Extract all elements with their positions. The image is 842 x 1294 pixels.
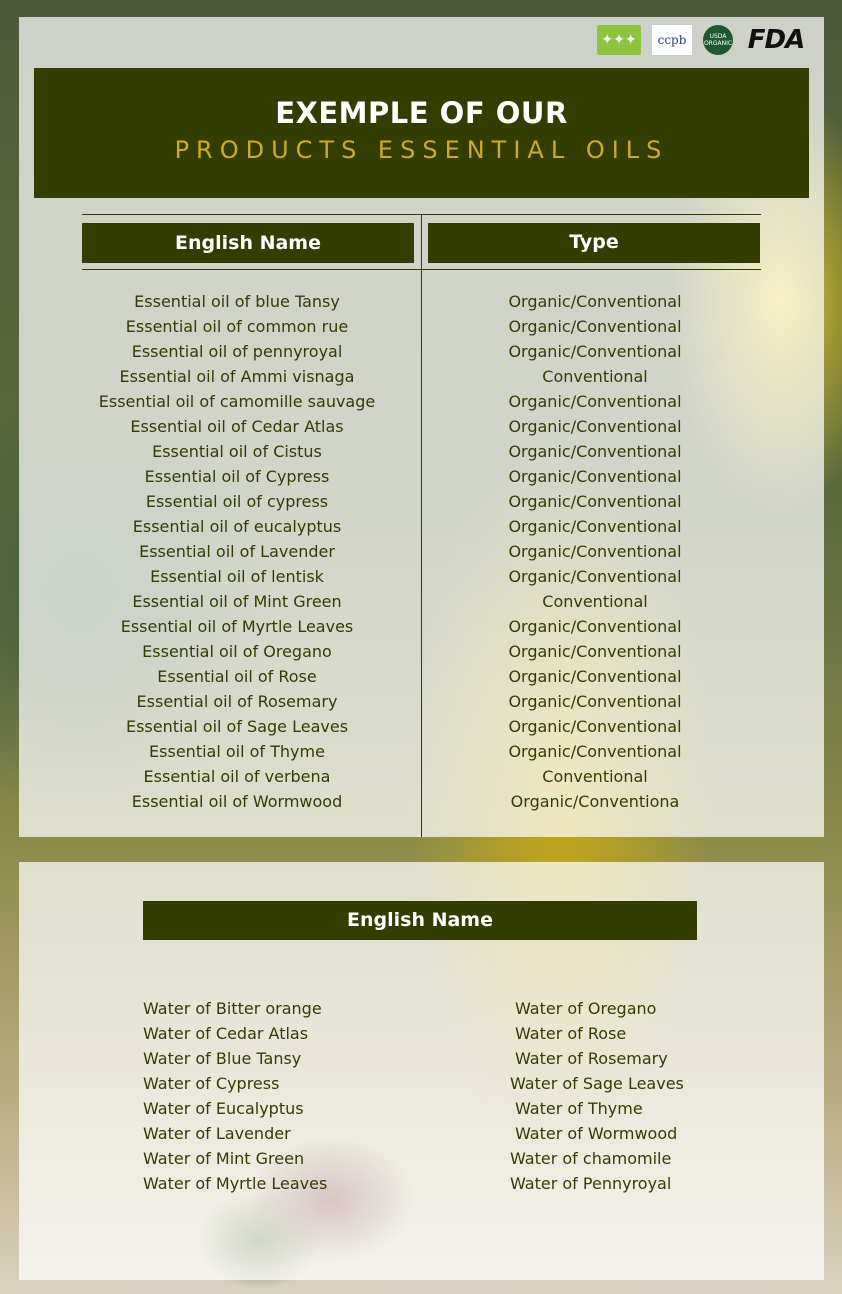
- water-list-item: Water of Mint Green: [143, 1149, 305, 1168]
- oil-type-cell: Conventional: [542, 767, 648, 786]
- oil-name-cell: Essential oil of Mint Green: [132, 592, 342, 611]
- water-list-item: Water of Sage Leaves: [510, 1074, 684, 1093]
- oil-type-cell: Organic/Conventional: [508, 467, 682, 486]
- oil-type-cell: Organic/Conventional: [508, 417, 682, 436]
- water-list-item: Water of Cedar Atlas: [143, 1024, 309, 1043]
- oil-type-cell: Organic/Conventional: [508, 667, 682, 686]
- oil-name-cell: Essential oil of Cistus: [152, 442, 322, 461]
- eu-organic-logo: ✦✦✦: [597, 25, 641, 55]
- water-list-item: Water of Cypress: [143, 1074, 280, 1093]
- oil-type-cell: Organic/Conventional: [508, 317, 682, 336]
- usda-organic-logo: USDA ORGANIC: [703, 25, 733, 55]
- water-list-item: Water of Lavender: [143, 1124, 291, 1143]
- certification-logos: [597, 24, 809, 56]
- oil-name-cell: Essential oil of lentisk: [150, 567, 324, 586]
- oil-name-column: [82, 289, 392, 814]
- oil-name-cell: Essential oil of common rue: [125, 317, 349, 336]
- table-column-divider: [421, 215, 422, 837]
- water-list-item: Water of Rosemary: [515, 1049, 668, 1068]
- water-list-item: Water of Blue Tansy: [143, 1049, 302, 1068]
- oil-type-cell: Organic/Conventional: [508, 342, 682, 361]
- title-banner: [34, 68, 809, 198]
- oil-name-cell: Essential oil of Wormwood: [131, 792, 343, 811]
- oil-type-cell: Organic/Conventional: [508, 292, 682, 311]
- oil-type-cell: Organic/Conventional: [508, 392, 682, 411]
- oil-type-cell: Conventional: [542, 592, 648, 611]
- oil-type-column: [440, 289, 750, 814]
- oil-name-cell: Essential oil of camomille sauvage: [98, 392, 376, 411]
- oil-name-cell: Essential oil of Oregano: [142, 642, 332, 661]
- page-title: EXEMPLE OF OUR: [275, 96, 568, 130]
- column-header-english-name: English Name: [82, 223, 414, 263]
- fda-logo: FDA: [747, 25, 805, 55]
- oil-type-cell: Organic/Conventional: [508, 742, 682, 761]
- water-list-right: [510, 996, 750, 1196]
- oil-name-cell: Essential oil of Cypress: [144, 467, 330, 486]
- oil-type-cell: Organic/Conventional: [508, 717, 682, 736]
- water-list-item: Water of Rose: [515, 1024, 627, 1043]
- page-subtitle: PRODUCTS ESSENTIAL OILS: [174, 136, 669, 164]
- oil-name-cell: Essential oil of Rosemary: [136, 692, 338, 711]
- oil-name-cell: Essential oil of Myrtle Leaves: [120, 617, 354, 636]
- oil-type-cell: Organic/Conventional: [508, 492, 682, 511]
- water-list-item: Water of Eucalyptus: [143, 1099, 304, 1118]
- oil-type-cell: Organic/Conventional: [508, 692, 682, 711]
- oil-type-cell: Organic/Conventional: [508, 642, 682, 661]
- oil-name-cell: Essential oil of pennyroyal: [131, 342, 343, 361]
- oil-type-cell: Organic/Conventional: [508, 442, 682, 461]
- water-list-item: Water of Wormwood: [515, 1124, 678, 1143]
- water-list-item: Water of Bitter orange: [143, 999, 322, 1018]
- water-list-item: Water of Oregano: [515, 999, 657, 1018]
- water-list-item: Water of chamomile: [510, 1149, 672, 1168]
- oil-type-cell: Organic/Conventional: [508, 542, 682, 561]
- oil-name-cell: Essential oil of cypress: [145, 492, 329, 511]
- water-list-item: Water of Pennyroyal: [510, 1174, 672, 1193]
- oil-name-cell: Essential oil of Lavender: [139, 542, 335, 561]
- oil-type-cell: Organic/Conventional: [508, 617, 682, 636]
- water-list-left: [143, 996, 423, 1196]
- oil-type-cell: Conventional: [542, 367, 648, 386]
- oil-name-cell: Essential oil of eucalyptus: [132, 517, 342, 536]
- oil-name-cell: Essential oil of verbena: [143, 767, 331, 786]
- oil-name-cell: Essential oil of blue Tansy: [134, 292, 340, 311]
- oil-type-cell: Organic/Conventional: [508, 567, 682, 586]
- oil-name-cell: Essential oil of Thyme: [149, 742, 325, 761]
- oil-name-cell: Essential oil of Sage Leaves: [125, 717, 349, 736]
- oil-name-cell: Essential oil of Ammi visnaga: [119, 367, 355, 386]
- column-header-type: Type: [428, 223, 760, 263]
- waters-header-english-name: English Name: [143, 901, 697, 940]
- oil-name-cell: Essential oil of Cedar Atlas: [130, 417, 344, 436]
- water-list-item: Water of Thyme: [515, 1099, 643, 1118]
- oil-type-cell: Organic/Conventiona: [510, 792, 680, 811]
- oil-type-cell: Organic/Conventional: [508, 517, 682, 536]
- oil-name-cell: Essential oil of Rose: [157, 667, 317, 686]
- ccpb-logo: ccpb: [651, 24, 693, 56]
- water-list-item: Water of Myrtle Leaves: [143, 1174, 328, 1193]
